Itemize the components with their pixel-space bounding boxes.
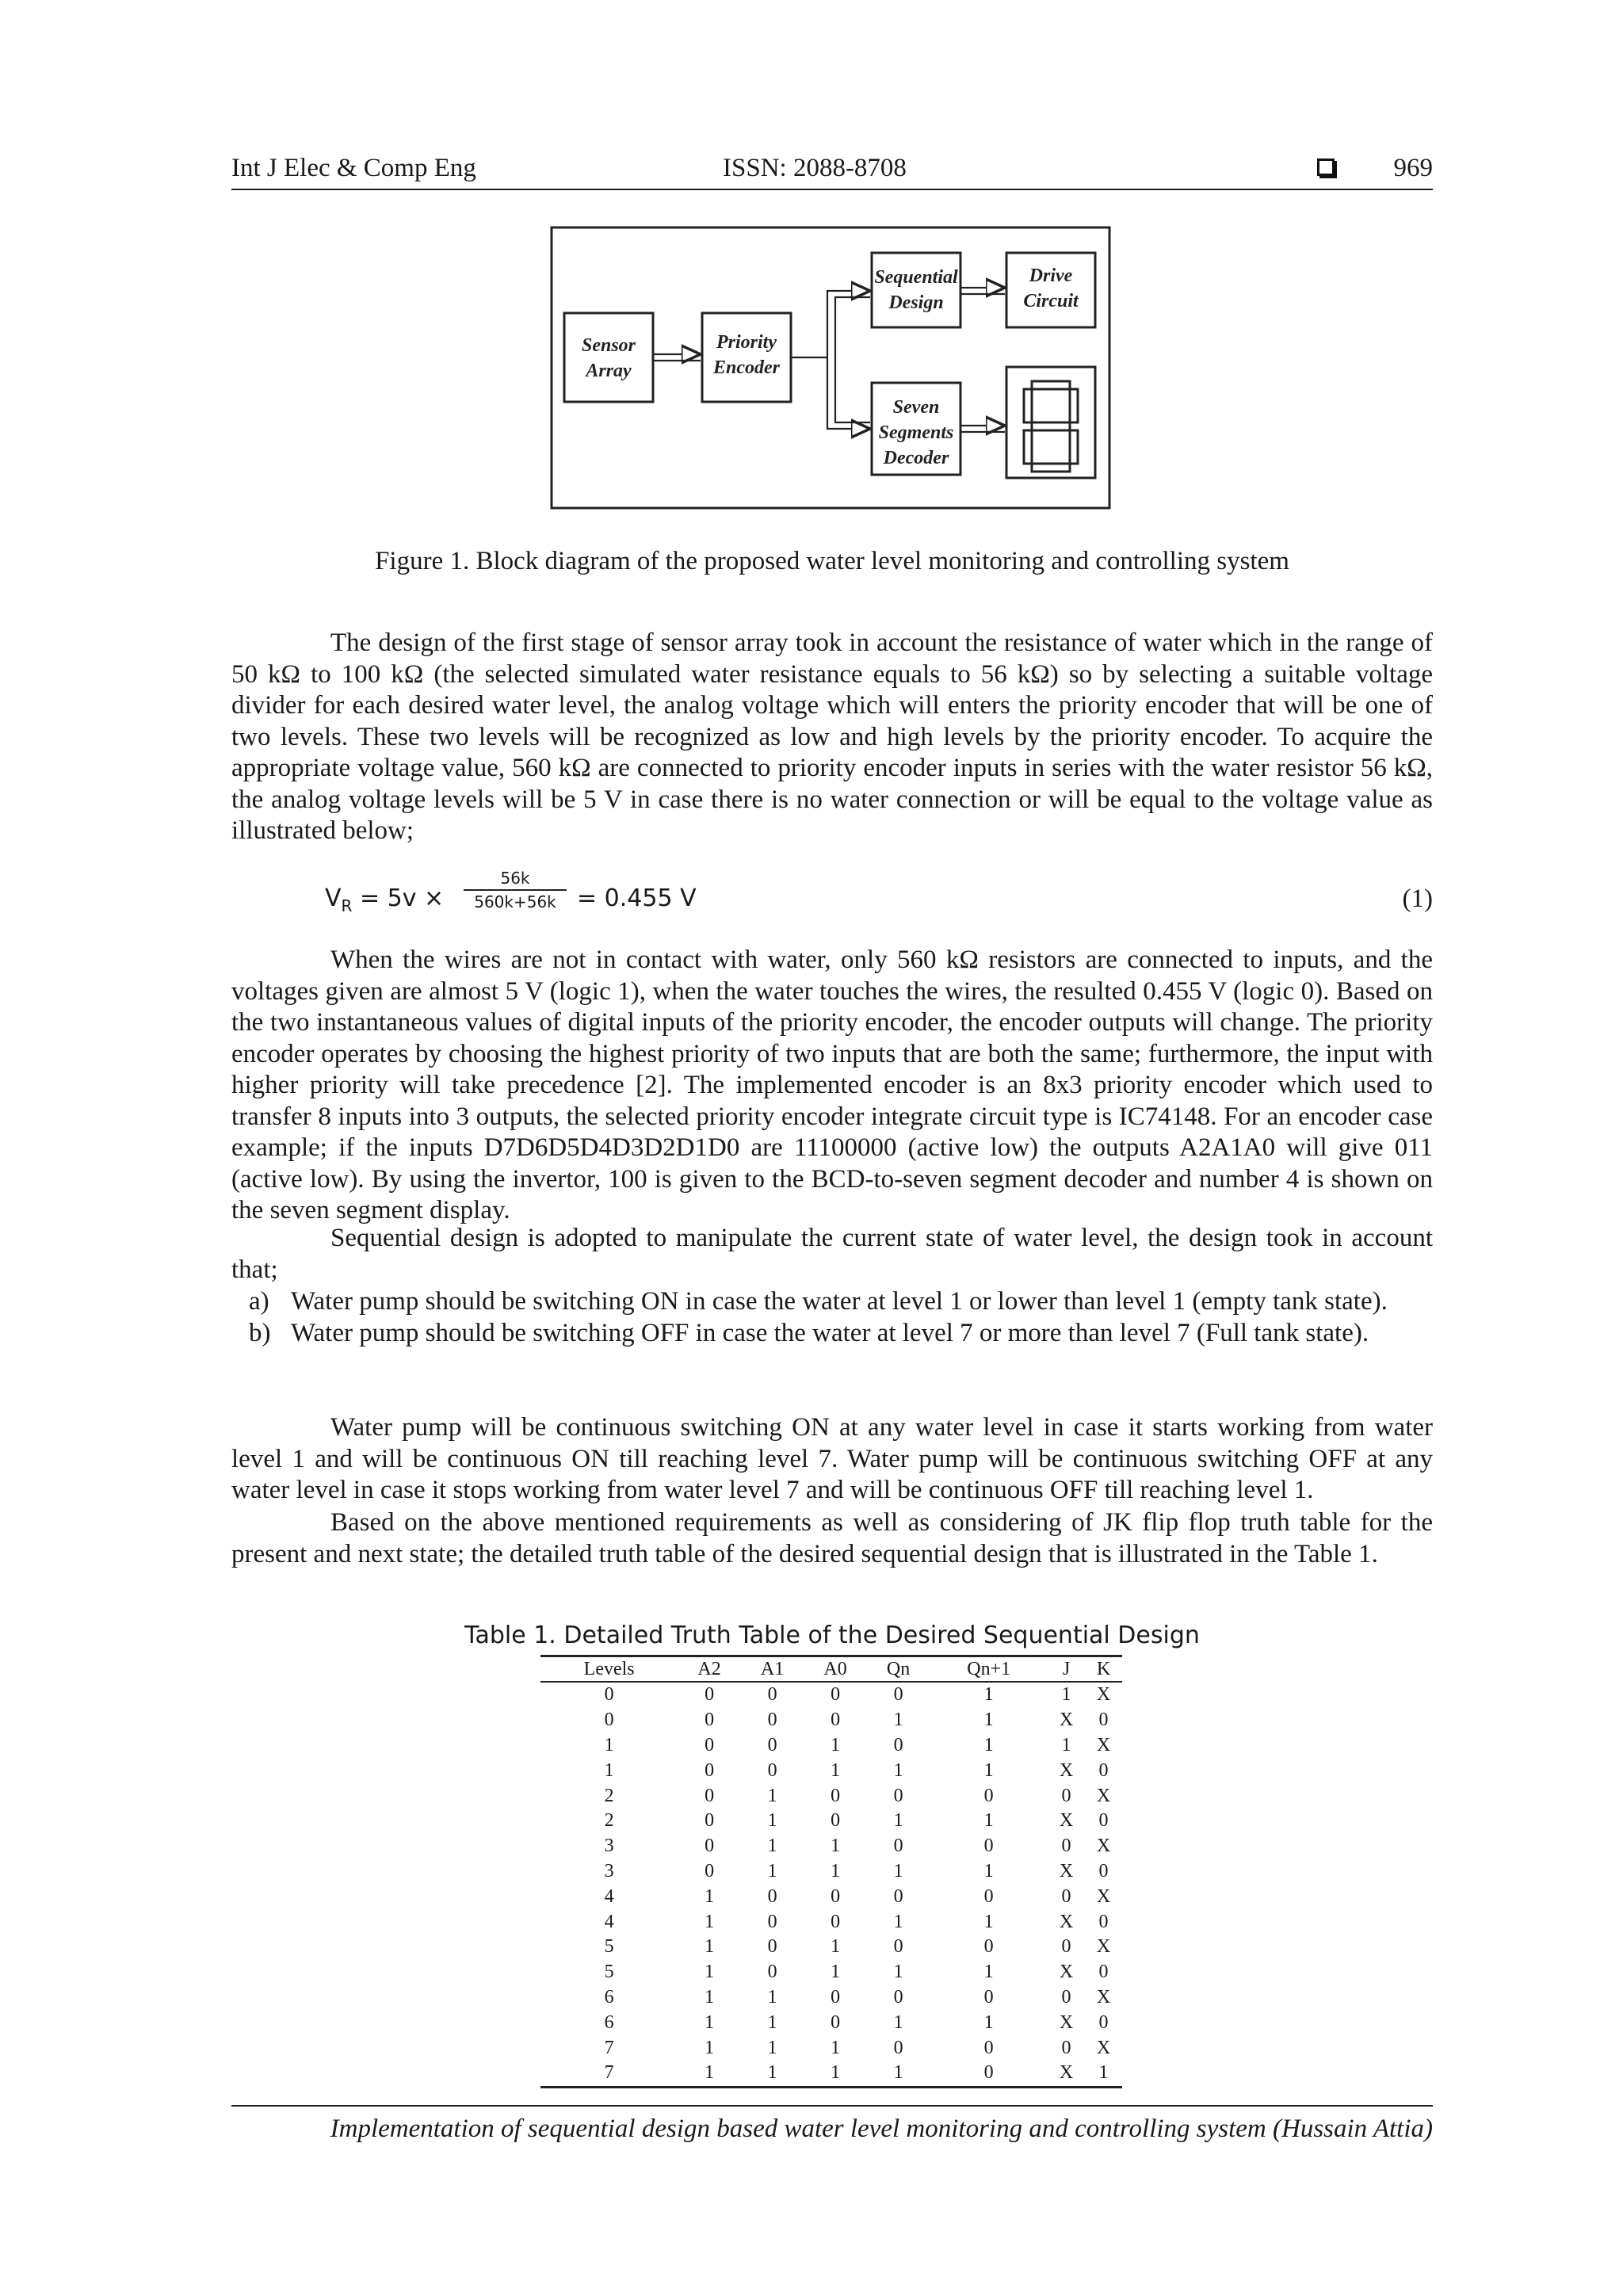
table-cell: 0 [705,1734,715,1755]
seven-segments-label-2: Segments [878,422,954,443]
table-cell: 0 [983,2037,994,2058]
truth-table-header [540,1656,1122,1683]
table-cell: 0 [893,1785,903,1806]
table-cell: X [1059,1759,1074,1781]
equation-number: (1) [1402,884,1433,913]
table-cell: 0 [983,1986,994,2008]
table-cell: 0 [1061,1836,1071,1857]
table-cell: 0 [1098,1911,1109,1932]
square-bullet-icon [1317,159,1335,176]
table-cell: 0 [1061,2037,1071,2058]
figure-caption: Figure 1. Block diagram of the proposed water level monitoring and controlling system [375,547,1289,575]
seven-segments-label-1: Seven [892,397,940,418]
table-cell: 0 [831,1986,841,2008]
table-caption: Table 1. Detailed Truth Table of the Desired Sequential Design [464,1622,1200,1649]
table-cell: X [1096,1734,1111,1755]
paragraph-priority-encoder: When the wires are not in contact with water, only 560 kΩ resistors are connected to inputs, and the voltages given are almost 5 V (logic 1), when the water touches the wires, the resulted 0.455 V (logic 0). Based on the two instantaneous values of digital inputs of the priority encoder, the encoder outputs will change. The priority encoder operates by choosing the highest priority of two inputs that are both the same; furthermore, the input with higher priority will take precedence [2]. The implemented encoder is an 8x3 priority encoder which used to transfer 8 inputs into 3 outputs, the selected priority encoder integrate circuit type is IC74148. For an encoder case example; if the inputs D7D6D5D4D3D2D1D0 are 11100000 (active low) the outputs A2A1A0 will give 011 (active low). By using the invertor, 100 is given to the BCD-to-seven segment decoder and number 4 is shown on the seven segment display. [231,946,1433,1224]
equation-lhs [325,884,444,915]
table-row [540,2061,1122,2087]
table-cell: 1 [983,2011,994,2033]
sequential-design-label-2: Design [888,292,944,313]
table-cell: X [1096,1785,1111,1806]
table-cell: 0 [831,1810,841,1832]
table-cell: 0 [705,1860,715,1881]
table-cell: 1 [1061,1684,1071,1706]
table-cell: X [1059,1710,1074,1731]
priority-encoder-label-1: Priority [716,332,777,353]
sensor-array-label-2: Array [586,361,632,381]
equation-rhs: = 0.455 V [577,884,697,912]
table-cell: 1 [705,1885,715,1907]
table-cell: 1 [767,1785,777,1806]
table-cell: 1 [983,1911,994,1932]
table-cell: 1 [767,1860,777,1881]
table-cell: 0 [767,1911,777,1932]
table-cell: 0 [705,1684,715,1706]
table-row [540,1909,1122,1935]
table-cell: 0 [893,1684,903,1706]
table-cell: 0 [983,1836,994,1857]
table-cell: 0 [767,1962,777,1983]
truth-table-body [540,1682,1122,2087]
table-cell: 0 [1098,1860,1109,1881]
table-cell: 0 [893,1986,903,2008]
table-cell: 0 [767,1759,777,1781]
table-cell: X [1059,1911,1074,1932]
table-cell: 6 [604,2011,614,2033]
table-cell: 2 [604,1810,614,1832]
list-item [231,1318,1433,1350]
running-header [231,154,1433,190]
table-cell: 6 [604,1986,614,2008]
table-cell: 0 [705,1785,715,1806]
table-cell: 0 [767,1885,777,1907]
equation-1 [325,869,1433,932]
table-row [540,1758,1122,1783]
table-cell: 0 [930,2061,1048,2087]
table-header-cell: A0 [804,1656,867,1683]
equation-subscript: R [341,896,353,915]
table-cell: X [1059,2011,1074,2033]
issn: ISSN: 2088-8708 [723,154,907,182]
table-cell: 4 [604,1911,614,1932]
table-cell: 0 [705,1710,715,1731]
paragraph-sequential-design: Sequential design is adopted to manipulate the current state of water level, the design took in account that; [231,1224,1433,1284]
table-row [540,1935,1122,1960]
table-cell: 1 [767,1986,777,2008]
table-cell: 1 [678,2061,741,2087]
table-header-cell: A2 [678,1656,741,1683]
table-cell: 1 [604,1759,614,1781]
journal-name: Int J Elec & Comp Eng [231,154,476,182]
table-cell: 0 [705,1810,715,1832]
table-header-cell: J [1048,1656,1085,1683]
table-cell: 1 [767,1836,777,1857]
drive-circuit-label-2: Circuit [1023,291,1079,311]
table-cell: 1 [1061,1734,1071,1755]
table-cell: 0 [893,1836,903,1857]
table-cell: 0 [893,1885,903,1907]
table-cell: X [1096,1684,1111,1706]
equation-lhs-rest: = 5v × [352,884,445,912]
table-cell: 0 [831,1885,841,1907]
table-cell: 1 [893,1710,903,1731]
table-row [540,1960,1122,1985]
list-item-text: Water pump should be switching OFF in case the water at level 7 or more than level 7 (Full tank state). [291,1318,1369,1347]
table-cell: 1 [831,1836,841,1857]
table-cell: 0 [1061,1885,1071,1907]
running-footer: Implementation of sequential design based water level monitoring and controlling system (Hussain Attia) [231,2105,1433,2144]
table-cell: 0 [604,1710,614,1731]
table-cell: 0 [893,1734,903,1755]
table-cell: 1 [983,1962,994,1983]
table-row [540,1859,1122,1885]
equation-fraction [464,869,567,911]
paragraph-pump-behavior: Water pump will be continuous switching ON at any water level in case it starts working from water level 1 and will be continuous ON till reaching level 7. Water pump will be continuous switching OFF at any water level in case it stops working from water level 7 and will be continuous OFF till reaching level 1. [231,1413,1433,1504]
sequential-design-block [872,253,960,327]
list-item-text: Water pump should be switching ON in case the water at level 1 or lower than level 1 (empty tank state). [291,1287,1388,1316]
table-cell: X [1096,1936,1111,1958]
table-header-row [540,1656,1122,1683]
block-diagram-figure [550,226,1111,510]
table-cell: 0 [893,1936,903,1958]
seven-segments-label-3: Decoder [883,448,949,468]
table-cell: X [1096,1836,1111,1857]
table-cell: 1 [804,2061,867,2087]
block-diagram [550,226,1111,510]
table-cell: 0 [767,1710,777,1731]
table-cell: 3 [604,1860,614,1881]
sensor-array-label-1: Sensor [581,335,636,356]
table-cell: 2 [604,1785,614,1806]
table-cell: 0 [1098,1962,1109,1983]
table-row [540,2035,1122,2061]
table-cell: 1 [705,1911,715,1932]
table-cell: 3 [604,1836,614,1857]
table-cell: 1 [983,1734,994,1755]
table-cell: 0 [893,2037,903,2058]
table-row [540,2010,1122,2035]
table-cell: 1 [604,1734,614,1755]
table-cell: 0 [831,1911,841,1932]
table-cell: 1 [983,1710,994,1731]
table-cell: 1 [831,1759,841,1781]
table-header-cell: Levels [540,1656,678,1683]
table-cell: 1 [767,2011,777,2033]
table-cell: 1 [893,1810,903,1832]
list-marker: a) [249,1287,269,1316]
table-cell: 1 [831,1860,841,1881]
table-cell: 1 [893,1759,903,1781]
table-cell: 1 [1085,2061,1122,2087]
sequential-design-label-1: Sequential [874,267,958,288]
list-marker: b) [249,1318,271,1347]
paragraph-sensor-array: The design of the first stage of sensor array took in account the resistance of water which in the range of 50 kΩ to 100 kΩ (the selected simulated water resistance equals to 56 kΩ) so by selecting a suitable voltage divider for each desired water level, the analog voltage which will enters the priority encoder that will be one of two levels. These two levels will be recognized as low and high levels by the priority encoder. To acquire the appropriate voltage value, 560 kΩ are connected to priority encoder inputs in series with the water resistor 56 kΩ, the analog voltage levels will be 5 V in case there is no water connection or will be equal to the voltage value as illustrated below; [231,628,1433,845]
table-cell: 1 [705,2037,715,2058]
table-cell: X [1059,1810,1074,1832]
page-number: 969 [1393,154,1433,182]
table-cell: X [1048,2061,1085,2087]
table-row [540,1809,1122,1834]
table-cell: 1 [767,1810,777,1832]
table-cell: 0 [983,1785,994,1806]
table-cell: 1 [893,1860,903,1881]
equation-v: V [325,884,342,912]
table-cell: 1 [893,2011,903,2033]
table-row [540,1985,1122,2011]
table-cell: 0 [1098,1710,1109,1731]
table-cell: 0 [1098,1810,1109,1832]
table-cell: X [1059,1962,1074,1983]
priority-encoder-label-2: Encoder [713,357,780,378]
table-cell: 7 [540,2061,678,2087]
table-cell: 1 [705,1986,715,2008]
table-cell: 1 [983,1684,994,1706]
table-cell: 1 [705,1936,715,1958]
table-cell: 1 [705,1962,715,1983]
table-cell: 0 [1061,1986,1071,2008]
table-header-cell: Qn+1 [930,1656,1048,1683]
table-header-cell: A1 [741,1656,804,1683]
equation-numerator: 56k [464,869,567,891]
table-cell: 0 [1061,1785,1071,1806]
list-item [231,1286,1433,1318]
table-cell: 0 [767,1734,777,1755]
drive-circuit-block [1006,253,1095,327]
table-header-cell: K [1085,1656,1122,1683]
table-row [540,1733,1122,1759]
table-cell: 1 [741,2061,804,2087]
table-cell: 5 [604,1936,614,1958]
table-cell: 1 [767,2037,777,2058]
table-cell: 1 [831,2037,841,2058]
table-cell: 0 [983,1936,994,1958]
table-cell: 0 [831,1684,841,1706]
table-cell: 0 [831,2011,841,2033]
table-cell: 0 [604,1684,614,1706]
drive-circuit-label-1: Drive [1029,266,1073,286]
table-cell: 0 [831,1710,841,1731]
table-cell: 1 [831,1734,841,1755]
table-cell: 1 [893,1911,903,1932]
table-cell: X [1096,1986,1111,2008]
table-cell: 1 [983,1759,994,1781]
table-cell: 0 [831,1785,841,1806]
truth-table [540,1655,1122,2088]
table-cell: 1 [867,2061,930,2087]
sensor-array-block [564,313,653,402]
table-cell: 1 [831,1962,841,1983]
table-cell: 1 [831,1936,841,1958]
table-cell: X [1059,1860,1074,1881]
table-cell: X [1096,1885,1111,1907]
equation-denominator: 560k+56k [474,892,556,911]
table-row [540,1783,1122,1809]
table-cell: 4 [604,1885,614,1907]
table-row [540,1834,1122,1859]
table-cell: 0 [767,1684,777,1706]
table-row [540,1884,1122,1909]
table-cell: 1 [893,1962,903,1983]
table-cell: 1 [705,2011,715,2033]
table-header-cell: Qn [867,1656,930,1683]
table-row [540,1682,1122,1708]
paragraph-truth-table-intro: Based on the above mentioned requirements as well as considering of JK flip flop truth table for the present and next state; the detailed truth table of the desired sequential design that is illustrated in the Table 1. [231,1508,1433,1568]
table-cell: 7 [604,2037,614,2058]
table-cell: 1 [983,1860,994,1881]
table-cell: 1 [983,1810,994,1832]
table-cell: X [1096,2037,1111,2058]
table-cell: 0 [1098,1759,1109,1781]
table-cell: 0 [983,1885,994,1907]
table-cell: 5 [604,1962,614,1983]
table-cell: 0 [705,1836,715,1857]
table-row [540,1708,1122,1733]
table-cell: 0 [1098,2011,1109,2033]
table-cell: 0 [767,1936,777,1958]
table-cell: 0 [1061,1936,1071,1958]
table-cell: 0 [705,1759,715,1781]
requirements-list [231,1286,1433,1349]
